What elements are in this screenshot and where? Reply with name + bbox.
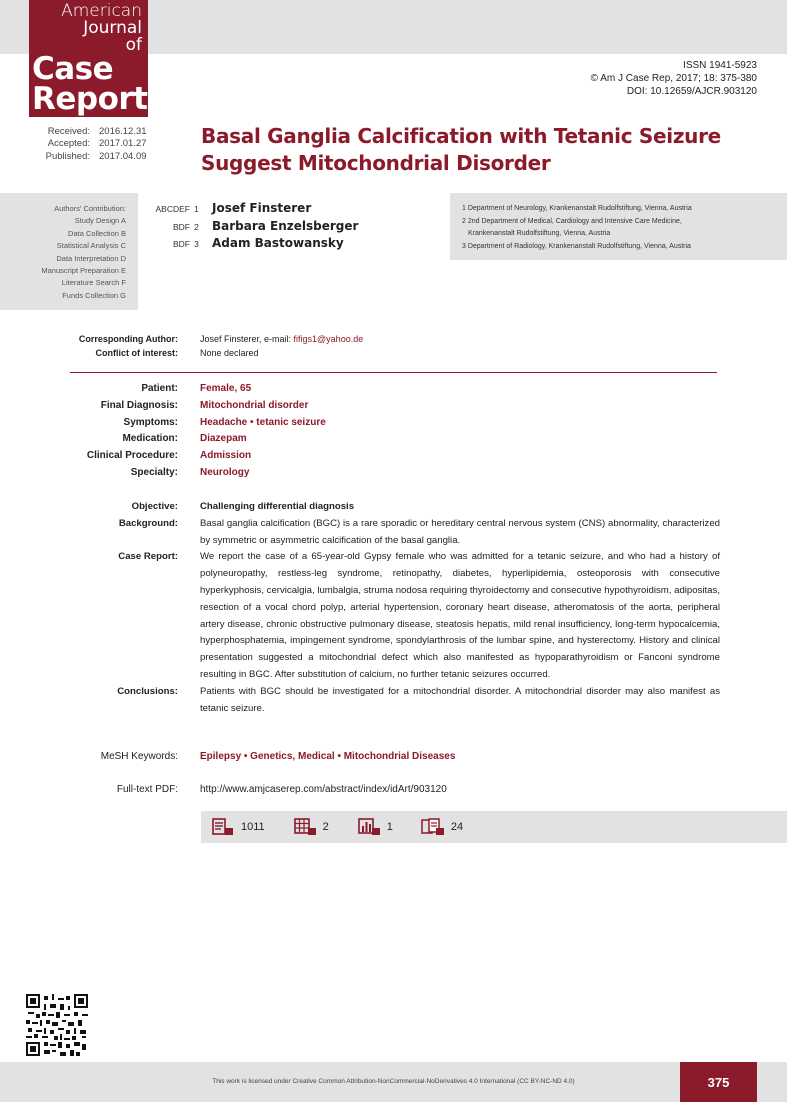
affiliation-list xyxy=(462,203,782,253)
abstract xyxy=(60,499,720,717)
contribution-item: Data Collection B xyxy=(68,228,126,238)
background-text: Basal ganglia calcification (BGC) is a rare sporadic or hereditary central nervous system (CNS) abnormality, characterized by symmetric or asymmetric calcification of the basal ganglia. xyxy=(200,517,720,546)
document-icon xyxy=(211,818,235,836)
contribution-item: Data Interpretation D xyxy=(56,253,126,263)
meta-label: Patient: xyxy=(141,383,178,394)
figure-count: 1 xyxy=(386,821,393,833)
references-icon xyxy=(421,818,445,836)
journal-logo xyxy=(29,0,166,117)
word-count: 1011 xyxy=(241,821,265,833)
doi: DOI: 10.12659/AJCR.903120 xyxy=(626,86,757,97)
divider xyxy=(70,372,717,373)
corresponding-label: Corresponding Author: xyxy=(78,334,178,344)
logo-text-journal: Journal xyxy=(83,18,142,38)
author-name: Adam Bastowansky xyxy=(212,236,344,250)
meta-label: Medication: xyxy=(122,433,178,445)
email-link[interactable]: fifigs1@yahoo.de xyxy=(293,334,364,344)
reference-count: 24 xyxy=(450,821,464,833)
author-codes: BDF xyxy=(173,239,190,249)
publication-dates xyxy=(30,126,147,163)
date-value: 2017.01.27 xyxy=(99,138,147,150)
article-stats-bar xyxy=(201,811,787,843)
author-affil-num: 3 xyxy=(194,239,199,249)
meta-value: Admission xyxy=(200,450,252,462)
author-codes: ABCDEF xyxy=(155,204,190,214)
article-title xyxy=(201,123,741,177)
meta-label: Specialty: xyxy=(130,466,178,478)
background-label: Background: xyxy=(118,517,178,529)
logo-text-reports: Reports xyxy=(32,81,166,117)
mesh-keywords xyxy=(60,749,455,765)
date-label: Published: xyxy=(45,150,90,162)
conflict-value: None declared xyxy=(200,348,259,358)
logo-text-of: of xyxy=(125,35,142,55)
author-codes: BDF xyxy=(173,221,190,232)
meta-value: Neurology xyxy=(200,466,250,478)
date-label: Received: xyxy=(47,126,90,137)
citation: © Am J Case Rep, 2017; 18: 375-380 xyxy=(590,73,757,84)
license-text: This work is licensed under Creative Common Attribution-NonCommercial-NoDerivatives 4.0 International (CC BY-NC-ND 4.0) xyxy=(212,1078,575,1085)
conclusions-label: Conclusions: xyxy=(117,685,178,697)
meta-value: Diazepam xyxy=(200,433,247,445)
fulltext-link[interactable]: http://www.amjcaserep.com/abstract/index/idArt/903120 xyxy=(200,784,447,795)
meta-value: Mitochondrial disorder xyxy=(200,399,309,411)
affiliation-line: 2 2nd Department of Medical, Cardiology and Intensive Care Medicine, xyxy=(462,217,682,225)
table-icon xyxy=(293,818,317,836)
contribution-item: Literature Search F xyxy=(61,278,126,288)
conclusions-text: Patients with BGC should be investigated for a mitochondrial disorder. A mitochondrial disorder may also manifest as tetanic seizure. xyxy=(200,685,720,714)
contribution-item: Statistical Analysis C xyxy=(56,241,126,251)
conflict-label: Conflict of interest: xyxy=(95,348,178,358)
issn: ISSN 1941-5923 xyxy=(683,60,757,71)
meta-label: Final Diagnosis: xyxy=(100,399,178,411)
meta-value: Headache • tetanic seizure xyxy=(200,416,326,428)
title-line: Basal Ganglia Calcification with Tetanic Seizure xyxy=(201,124,721,148)
logo-text-case: Case xyxy=(32,51,114,87)
fulltext-label: Full-text PDF: xyxy=(116,784,178,795)
author-affil-num: 1 xyxy=(194,204,199,214)
objective-label: Objective: xyxy=(131,501,178,512)
contribution-legend xyxy=(0,203,126,302)
affiliation-line: Krankenanstalt Rudolfstiftung, Vienna, Austria xyxy=(468,230,611,237)
contribution-item: Study Design A xyxy=(74,216,126,226)
case-metadata xyxy=(60,381,326,482)
date-label: Accepted: xyxy=(47,138,90,150)
contribution-item: Funds Collection G xyxy=(62,290,126,300)
affiliation-line: 3 Department of Radiology, Krankenanstalt Rudolfstiftung, Vienna, Austria xyxy=(462,242,691,250)
logo-text-american: American xyxy=(61,1,142,21)
qr-code-icon xyxy=(26,994,88,1056)
bar-chart-icon xyxy=(357,818,381,836)
corresponding-value xyxy=(178,332,363,346)
mesh-value: Epilepsy • Genetics, Medical • Mitochondrial Diseases xyxy=(200,751,456,762)
fulltext-pdf xyxy=(60,782,447,798)
contribution-item: Manuscript Preparation E xyxy=(41,266,126,276)
author-name: Barbara Enzelsberger xyxy=(212,218,359,233)
date-value: 2016.12.31 xyxy=(99,126,147,137)
table-count-stat xyxy=(293,818,329,836)
meta-value: Female, 65 xyxy=(200,383,252,394)
corresponding-name: Josef Finsterer, e-mail: xyxy=(200,334,294,344)
title-line: Suggest Mitochondrial Disorder xyxy=(201,151,551,175)
page-number: 375 xyxy=(707,1074,730,1090)
date-value: 2017.04.09 xyxy=(99,150,147,162)
page-number-box xyxy=(680,1062,757,1102)
meta-label: Symptoms: xyxy=(123,416,178,428)
correspondence-block xyxy=(60,332,363,360)
table-count: 2 xyxy=(322,821,329,833)
affiliation-line: 1 Department of Neurology, Krankenanstalt Rudolfstiftung, Vienna, Austria xyxy=(462,205,692,212)
objective-text: Challenging differential diagnosis xyxy=(200,501,355,512)
case-report-label: Case Report: xyxy=(118,551,178,563)
author-affil-num: 2 xyxy=(194,221,199,232)
figure-count-stat xyxy=(357,818,393,836)
author-list xyxy=(140,200,358,253)
word-count-stat xyxy=(211,818,265,836)
citation-block xyxy=(591,59,757,98)
reference-count-stat xyxy=(421,818,463,836)
meta-label: Clinical Procedure: xyxy=(86,450,178,462)
case-report-text: We report the case of a 65-year-old Gypsy female who was admitted for a tetanic seizure, and who had a history of polyneuropathy, restless-leg syndrome, retinopathy, diabetes, hyperlipidemia, osteoporosis with consecutive hyperkyphosis, cervicalgia, lumbalgia, struma nodosa requiring thyroidectomy and consecutive hypothyroidism, adipositas, resection of a vocal chord polyp, arterial hypertension, coronary heart disease, atheromatosis of the aorta, peripheral artery disease, chronic obstructive pulmonary disease, steatosis hepatis, mild renal insufficiency, long-term hypocalcemia, hyperphosphatemia, impingement syndrome, spondylarthrosis of the lumbar spine, and hysterectomy. History and clinical presentation suggested a mitochondrial defect which also manifested as hypoparathyroidism or Fanconi syndrome resulting in BGC. After substitution of calcium, no further tetanic seizures occurred. xyxy=(200,551,720,680)
mesh-label: MeSH Keywords: xyxy=(100,751,178,762)
contribution-item: Authors' Contribution: xyxy=(54,204,126,213)
author-name: Josef Finsterer xyxy=(212,201,312,215)
